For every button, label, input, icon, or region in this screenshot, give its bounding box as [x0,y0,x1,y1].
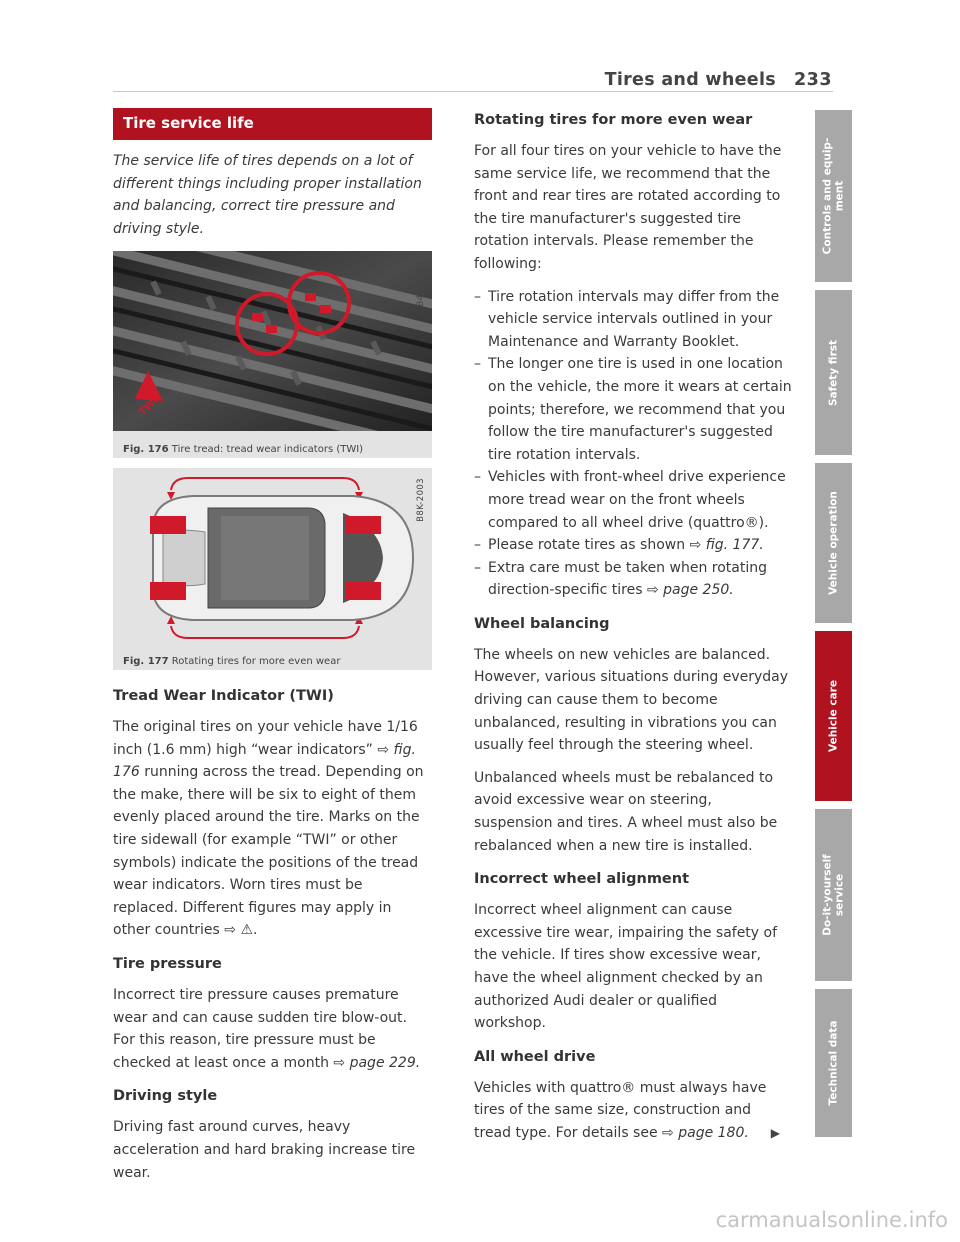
continue-arrow-icon: ▶ [770,1125,780,1140]
tire-rear-left [150,582,186,600]
list-item: – Vehicles with front-wheel drive experience more tread wear on the front wheels compared to all wheel drive (quattro®). [474,466,792,534]
svg-text:TWI: TWI [137,395,161,419]
running-header [430,70,832,92]
tab-vehicle-operation[interactable]: Vehicle operation [815,463,852,623]
left-column [113,108,432,1184]
list-item: – Extra care must be taken when rotating direction-specific tires ⇨ page 250. [474,557,792,602]
list-item: – The longer one tire is used in one location on the vehicle, the more it wears at certain points; therefore, we recommend that you follow the tire manufacturer's suggested tire rotation intervals. [474,353,792,466]
section-heading: Rotating tires for more even wear [474,112,753,128]
body-paragraph: For all four tires on your vehicle to have the same service life, we recommend that the front and rear tires are rotated according to the tire manufacturer's suggested tire rotation intervals. Please remember the following: [474,143,782,272]
figure-label: Fig. 177 [123,656,169,667]
section-heading: All wheel drive [474,1048,596,1065]
tab-technical-data[interactable]: Technical data [815,989,852,1137]
tab-do-it-yourself-service[interactable]: Do-it-yourself service [815,809,852,981]
tire-rear-right [345,582,381,600]
figure-caption-text: Rotating tires for more even wear [171,656,341,667]
list-item: – Tire rotation intervals may differ from the vehicle service intervals outlined in your Maintenance and Warranty Booklet. [474,286,792,354]
body-paragraph: The wheels on new vehicles are balanced. However, various situations during everyday driving can cause them to become unbalanced, resulting in vibrations you can usually feel through the steering wheel. [474,646,789,754]
figure-code: B8K-2003 [416,478,426,522]
body-paragraph [113,716,432,942]
cross-reference-link[interactable]: ⇨ fig. 176 [113,741,416,781]
header-rule [113,91,833,92]
figure-176 [113,251,432,458]
figure-code: B4H-0415 [416,261,426,307]
body-text: The original tires on your vehicle have 1/16 inch (1.6 mm) high “wear indicators” [113,719,418,758]
section-heading: Tread Wear Indicator (TWI) [113,688,334,704]
section-banner: Tire service life [113,108,432,140]
lead-paragraph: The service life of tires depends on a lot of different things including proper installation and balancing, correct tire pressure and driving style. [113,153,422,237]
body-paragraph: Driving fast around curves, heavy acceleration and hard braking increase tire wear. [113,1119,416,1181]
tire-rotation-diagram [113,468,432,650]
page-number: 233 [793,70,832,90]
section-heading: Tire pressure [113,955,222,972]
section-heading: Wheel balancing [474,615,610,632]
section-heading: Driving style [113,1088,218,1105]
rotation-list [474,286,792,602]
right-column [474,108,792,1145]
body-paragraph [113,984,432,1074]
figure-caption [123,656,340,667]
tread-wear-illustration [113,251,432,431]
tab-vehicle-care[interactable]: Vehicle care [815,631,852,801]
figure-label: Fig. 176 [123,444,169,455]
body-text: running across the tread. Depending on the make, there will be six to eight of them evenly placed around the tire. Marks on the tire sidewall (for example “TWI” or other symbols) indicate the positions of the tread wear indicators. Worn tires must be replaced. Different figures may apply in other countries [113,764,424,939]
warning-reference-link[interactable]: ⇨ ⚠. [224,922,258,939]
cross-reference-link[interactable]: ⇨ page 180. [662,1124,749,1141]
body-text: Vehicles with quattro® must always have tires of the same size, construction and tread type. For details see [474,1079,767,1141]
tab-controls-and-equipment[interactable]: Controls and equip- ment [815,110,852,282]
site-watermark: carmanualsonline.info [715,1208,948,1232]
body-text: Incorrect tire pressure causes premature wear and can cause sudden tire blow-out. For this reason, tire pressure must be checked at least once a month [113,986,407,1071]
list-item: – Please rotate tires as shown ⇨ fig. 177. [474,534,792,557]
figure-177 [113,468,432,670]
figure-caption [123,444,363,455]
section-heading: Incorrect wheel alignment [474,871,690,888]
header-title: Tires and wheels [604,70,776,90]
body-paragraph: Incorrect wheel alignment can cause excessive tire wear, impairing the safety of the vehicle. If tires show excessive wear, have the wheel alignment checked by an authorized Audi dealer or qualified workshop. [474,902,778,1032]
figure-caption-text: Tire tread: tread wear indicators (TWI) [171,444,364,455]
body-paragraph: Unbalanced wheels must be rebalanced to avoid excessive wear on steering, suspension and tires. A wheel must also be rebalanced when a new tire is installed. [474,769,778,854]
tab-safety-first[interactable]: Safety first [815,290,852,455]
cross-reference-link[interactable]: ⇨ fig. 177. [689,537,764,554]
cross-reference-link[interactable]: ⇨ page 250. [646,582,734,599]
body-paragraph [474,1077,792,1145]
tire-front-left [150,516,186,534]
cross-reference-link[interactable]: ⇨ page 229. [333,1054,421,1071]
tire-front-right [345,516,381,534]
